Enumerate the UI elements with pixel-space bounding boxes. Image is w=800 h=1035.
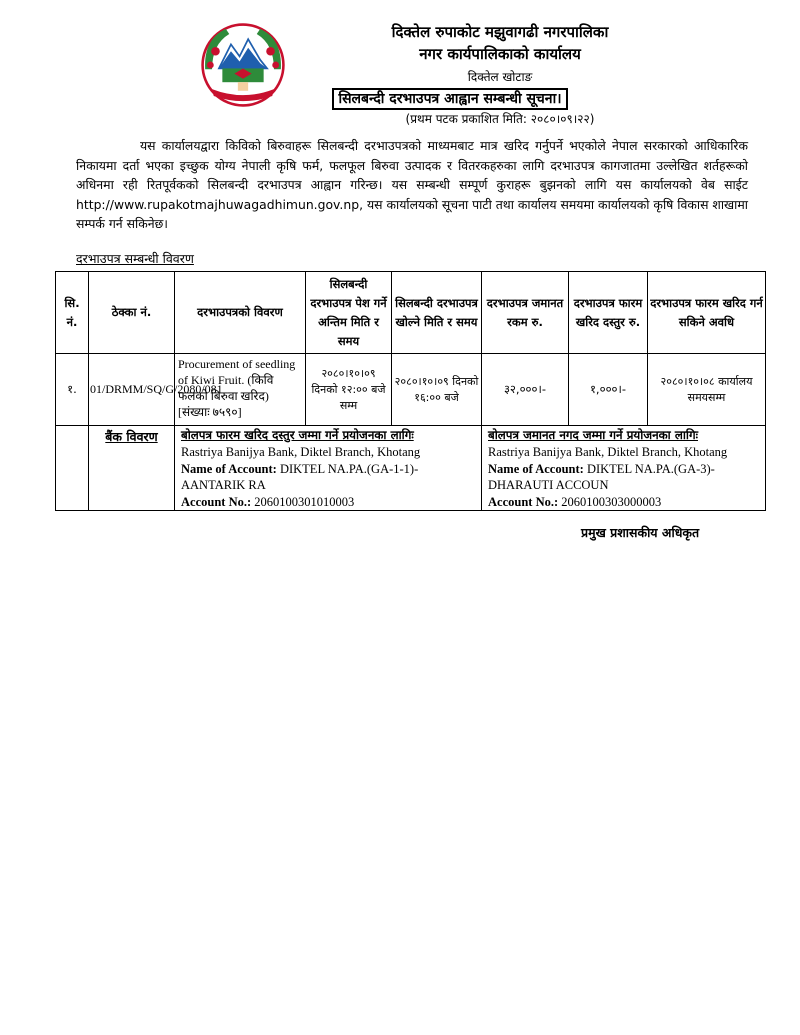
cell-security-amount: ३२,०००।- (482, 354, 569, 426)
cell-form-fee: १,०००।- (569, 354, 648, 426)
publication-date: (प्रथम पटक प्रकाशित मिति: २०८०।०९।२२) (405, 112, 595, 126)
cell-contract-no: 01/DRMM/SQ/G/2080/081 (89, 354, 175, 426)
account-no-value: 2060100301010003 (254, 494, 355, 509)
account-no-label: Account No.: (488, 494, 559, 509)
bank-security-box (482, 426, 766, 511)
cell-description: Procurement of seedling of Kiwi Fruit. (किवि फलको बिरुवा खरिद) [संख्याः ७५९०] (175, 354, 306, 426)
header-sn: सि. नं. (56, 272, 89, 354)
bank-left-account-name (181, 461, 475, 494)
signatory-title: प्रमुख प्रशासकीय अधिकृत (581, 525, 700, 540)
cell-purchase-period: २०८०।१०।०८ कार्यालय समयसम्म (648, 354, 766, 426)
municipality-name: दिक्तेल रुपाकोट मझुवागढी नगरपालिका (391, 23, 609, 41)
notice-title: सिलबन्दी दरभाउपत्र आह्वान सम्बन्धी सूचना। (332, 88, 567, 110)
header-contract-no: ठेक्का नं. (89, 272, 175, 354)
bank-left-name: Rastriya Banijya Bank, Diktel Branch, Khotang (181, 445, 421, 459)
cell-opening: २०८०।१०।०९ दिनको १६:०० बजे (392, 354, 482, 426)
header-description: दरभाउपत्रको विवरण (175, 272, 306, 354)
cell-sn: १. (56, 354, 89, 426)
account-name-value: DIKTEL NA.PA.(GA-3)-DHARAUTI ACCOUN (488, 461, 715, 492)
account-name-label: Name of Account: (488, 461, 584, 476)
bank-right-title: बोलपत्र जमानत नगद जम्मा गर्ने प्रयोजनका लागिः (488, 428, 698, 442)
header-form-fee: दरभाउपत्र फारम खरिद दस्तुर रु. (569, 272, 648, 354)
bank-row (56, 426, 766, 511)
account-no-label: Account No.: (181, 494, 252, 509)
bank-right-account-name (488, 461, 759, 494)
header-opening: सिलबन्दी दरभाउपत्र खोल्ने मिति र समय (392, 272, 482, 354)
office-name: नगर कार्यपालिकाको कार्यालय (419, 45, 581, 63)
bank-label: बैंक विवरण (89, 426, 175, 511)
account-no-value: 2060100303000003 (561, 494, 662, 509)
notice-title-box (0, 88, 800, 110)
header-purchase-period: दरभाउपत्र फारम खरिद गर्न सकिने अवधि (648, 272, 766, 354)
bank-right-account-no (488, 494, 759, 511)
tender-table (55, 271, 766, 511)
account-name-value: DIKTEL NA.PA.(GA-1-1)-AANTARIK RA (181, 461, 419, 492)
bank-form-fee-box (175, 426, 482, 511)
account-name-label: Name of Account: (181, 461, 277, 476)
notice-paragraph: यस कार्यालयद्वारा किविको बिरुवाहरू सिलबन्दी दरभाउपत्रको माध्यमबाट मात्र खरिद गर्नुपर्ने भएकोले नेपाल सरकारको आधिकारिक निकायमा दर्ता भएका इच्छुक योग्य नेपाली कृषि फर्म, फलफूल बिरुवा उत्पादक र वितरकहरुका लागि दरभाउपत्र कागजातमा उल्लेखित शर्तहरूको अधिनमा रही रितपूर्वकको सिलबन्दी दरभाउपत्र आह्वान गरिन्छ। यस सम्बन्धी सम्पूर्ण कुराहरू बुझनको लागि यस कार्यालयको वेब साईट http://www.rupakotmajhuwagadhimun.gov.np, यस कार्यालयको सूचना पाटी तथा कार्यालय समयमा कार्यालयको कृषि विकास शाखामा सम्पर्क गर्न सकिनेछ। (76, 138, 748, 231)
table-header-row (56, 272, 766, 354)
header-submit-deadline: सिलबन्दी दरभाउपत्र पेश गर्ने अन्तिम मिति र समय (306, 272, 392, 354)
cell-submit-deadline: २०८०।१०।०९ दिनको १२:०० बजे सम्म (306, 354, 392, 426)
header-security-amount: दरभाउपत्र जमानत रकम रु. (482, 272, 569, 354)
section-title: दरभाउपत्र सम्बन्धी विवरण (76, 251, 194, 266)
bank-left-title: बोलपत्र फारम खरिद दस्तुर जम्मा गर्ने प्रयोजनका लागिः (181, 428, 414, 442)
office-location: दिक्तेल खोटाङ (467, 70, 533, 84)
bank-left-account-no (181, 494, 475, 511)
bank-spacer (56, 426, 89, 511)
table-row (56, 354, 766, 426)
bank-right-name: Rastriya Banijya Bank, Diktel Branch, Khotang (488, 445, 728, 459)
